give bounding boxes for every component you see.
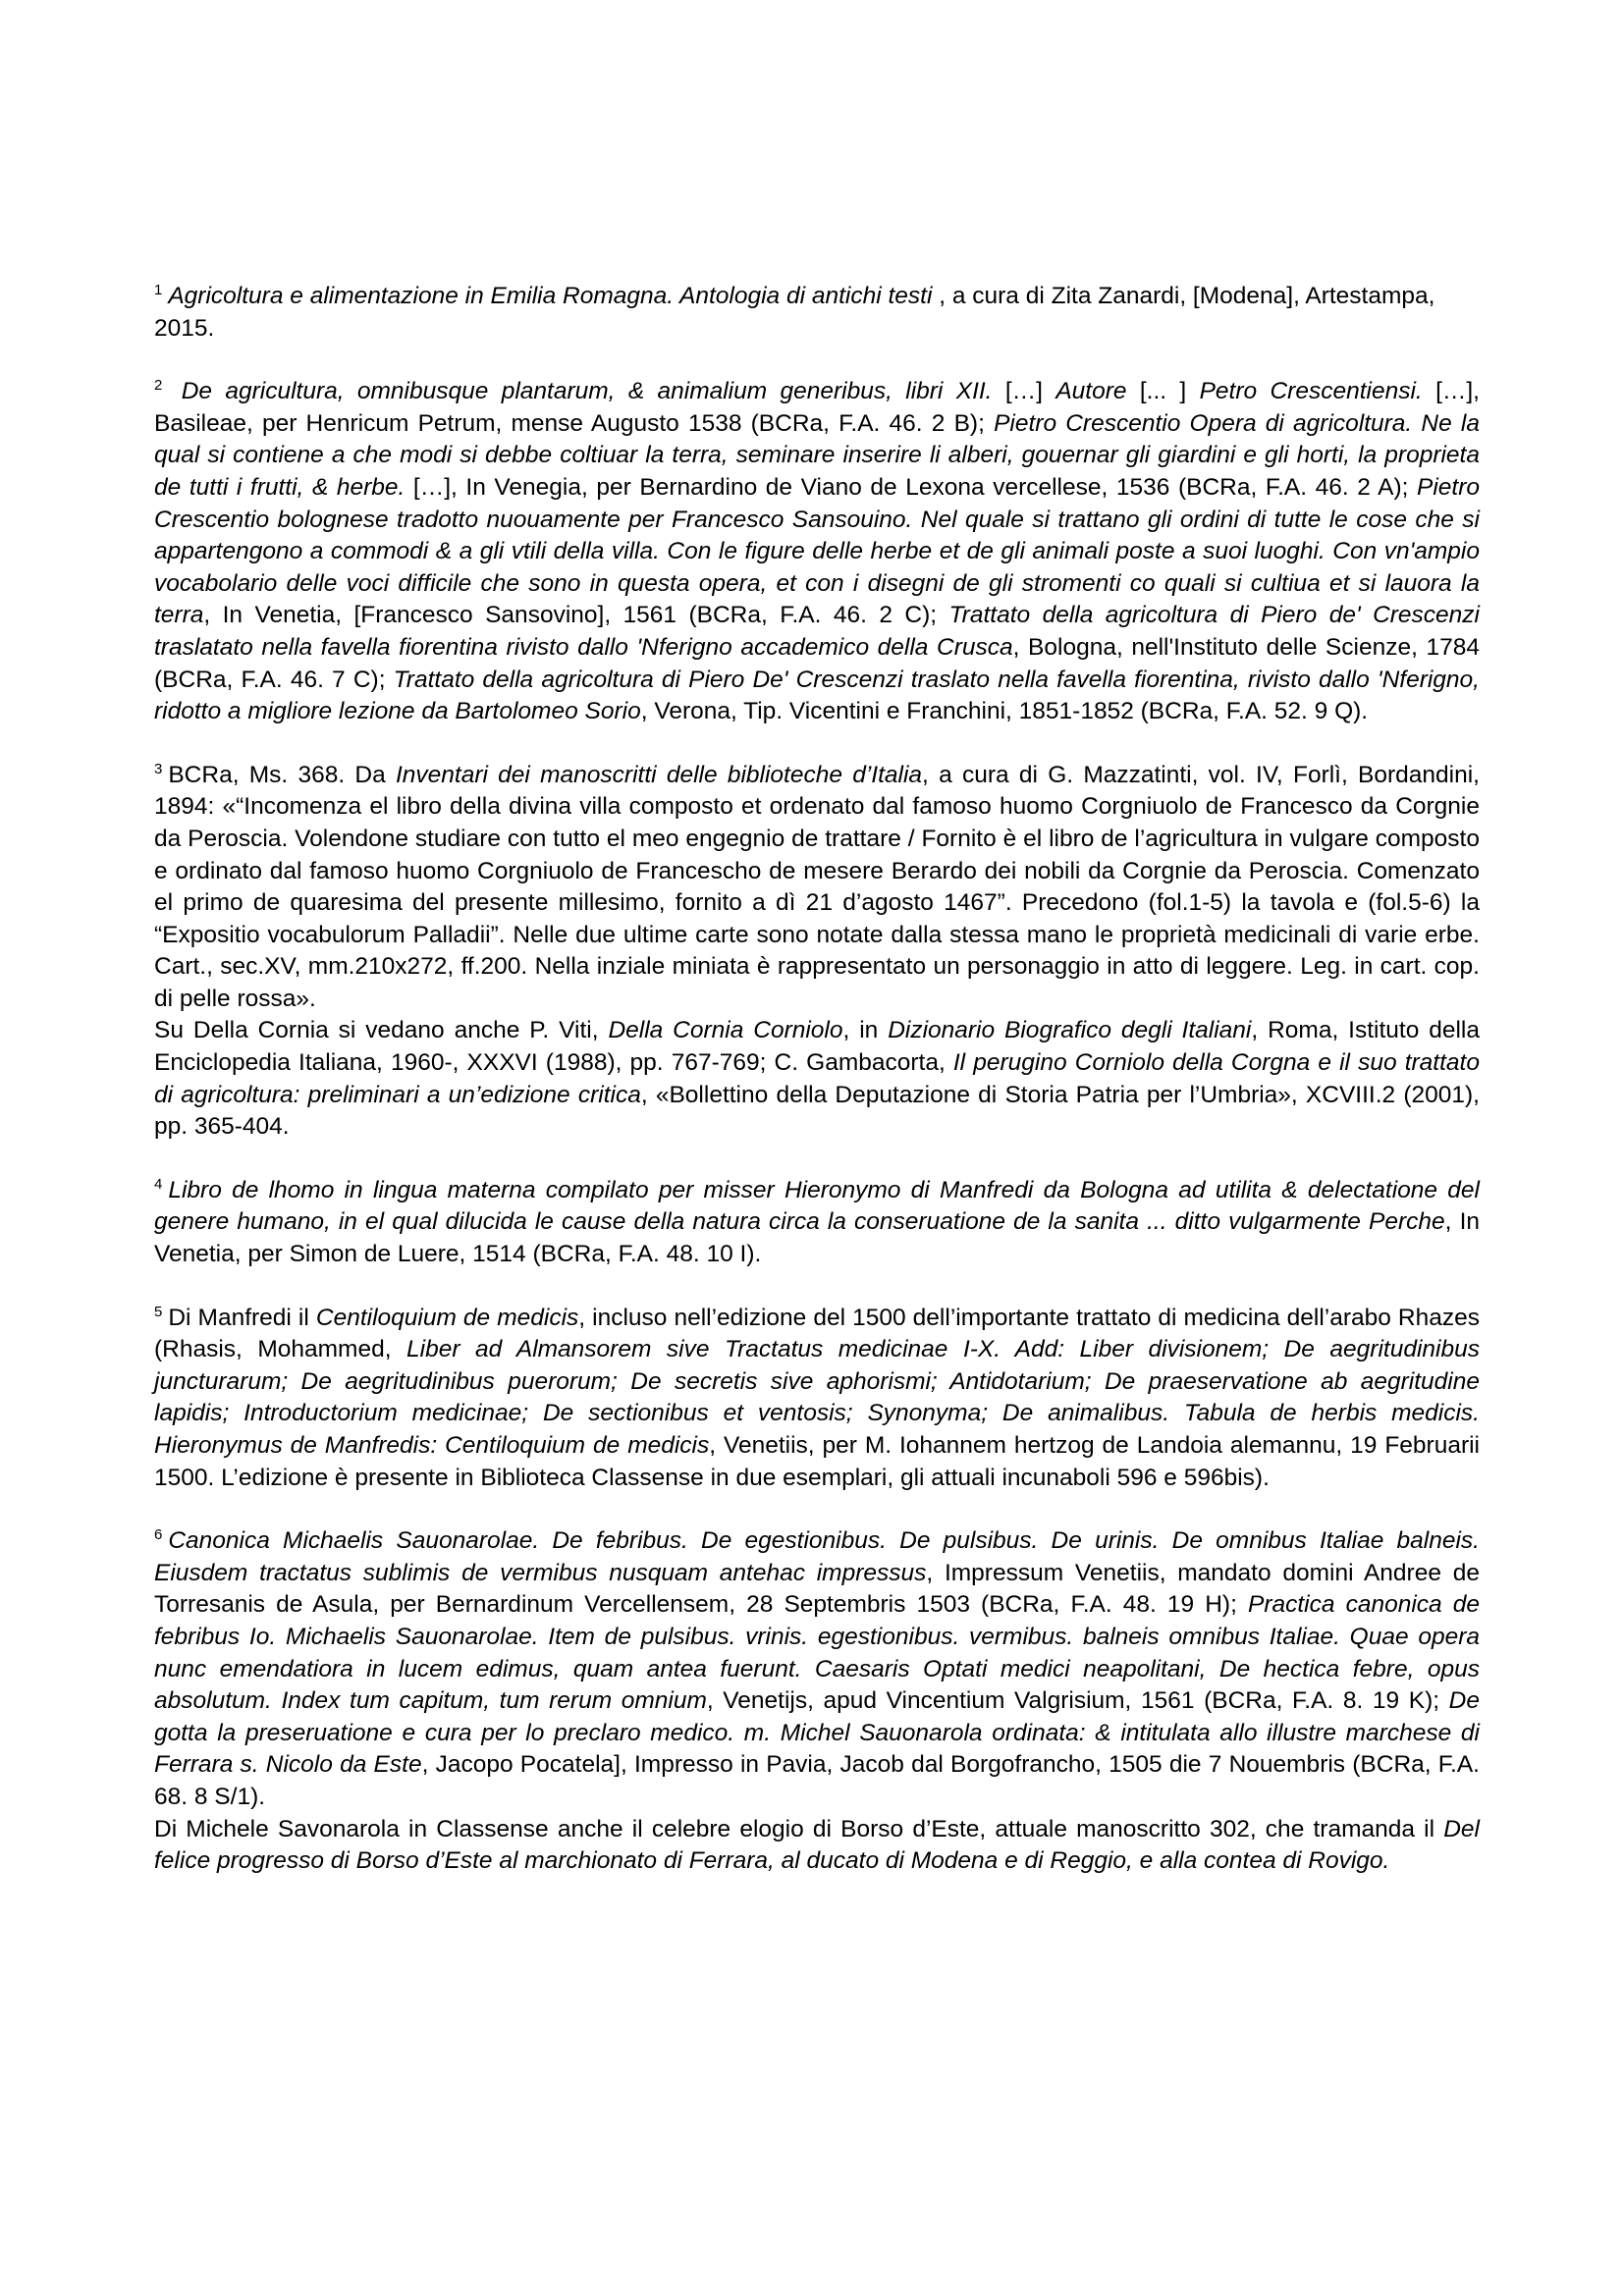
footnote-3 (154, 760, 1480, 1144)
italic-title-text: Autore (1055, 378, 1127, 405)
body-text: , «Bollettino della Deputazione di Storia Patria per l’Umbria», XCVIII.2 (2001), pp. 365-404. (154, 1081, 1480, 1141)
body-text: […], Basileae, per Henricum Petrum, mense Augusto 1538 (BCRa, F.A. 46. 2 B); (154, 378, 1480, 437)
body-text: , In Venetia, per Simon de Luere, 1514 (BCRa, F.A. 48. 10 I). (154, 1208, 1480, 1268)
body-text: , In Venetia, [Francesco Sansovino], 1561 (BCRa, F.A. 46. 2 C); (203, 602, 949, 629)
footnote-paragraph (154, 376, 1480, 728)
footnote-2 (154, 376, 1480, 728)
footnote-number: 2 (154, 377, 163, 395)
italic-title-text: Inventari dei manoscritti delle biblioteche d’Italia (395, 761, 923, 788)
body-text: , Venetijs, apud Vincentium Valgrisium, 1561 (BCRa, F.A. 8. 19 K); (706, 1687, 1449, 1715)
italic-title-text: Canonica Michaelis Sauonarolae. De febribus. De egestionibus. De pulsibus. De urinis. De omnibus Italiae balneis. Eiusdem tractatus sublimis de vermibus nusquam antehac impressus (154, 1527, 1480, 1586)
body-text: , in (842, 1017, 889, 1044)
italic-title-text: Trattato della agricoltura di Piero De' Crescenzi traslato nella favella fiorentina, rivisto dallo 'Nferigno, ridotto a migliore lezione da Bartolomeo Sorio (154, 666, 1480, 725)
body-text: […] (992, 378, 1056, 405)
italic-title-text: Practica canonica de febribus Io. Michaelis Sauonarolae. Item de pulsibus. vrinis. egestionibus. vermibus. balneis omnibus Italiae. Quae opera nunc emendatiora in lucem edimus, quam antea fuerunt. Caesaris Optati medici neapolitani, De hectica febre, opus absolutum. Index tum capitum, tum rerum omnium (154, 1591, 1480, 1715)
italic-title-text: Libro de lhomo in lingua materna compilato per misser Hieronymo di Manfredi da Bologna ad utilita & delectatione del genere humano, in el qual dilucida le cause della natura circa la conseruatione de la sanita ... ditto vulgarmente Perche (154, 1176, 1480, 1236)
body-text: , Jacopo Pocatela], Impresso in Pavia, Jacob dal Borgofrancho, 1505 die 7 Nouembris (BCRa, F.A. 68. 8 S/1). (154, 1751, 1480, 1810)
footnote-number: 1 (154, 282, 163, 298)
body-text: Su Della Cornia si vedano anche P. Viti, (154, 1017, 609, 1044)
body-text: Di Manfredi il (168, 1304, 316, 1331)
italic-title-text: De agricultura, omnibusque plantarum, & animalium generibus, libri XII. (168, 378, 993, 405)
italic-title-text: Petro Crescentiensi. (1199, 378, 1423, 405)
footnote-5 (154, 1303, 1480, 1495)
footnotes-page (154, 281, 1480, 1909)
footnote-paragraph (154, 1303, 1480, 1495)
footnote-number: 6 (154, 1526, 163, 1544)
body-text: , Verona, Tip. Vicentini e Franchini, 1851-1852 (BCRa, F.A. 52. 9 Q). (640, 698, 1369, 725)
body-text: , a cura di G. Mazzatinti, vol. IV, Forlì, Bordandini, 1894: «“Incomenza el libro della divina villa composto et ordenato dal famoso huomo Corgniuolo de Francesco da Corgnie da Peroscia. Volendone studiare con tutto el meo engegnio de trattare / Fornito è el libro de l’agricultura in vulgare composto e ordinato dal famoso huomo Corgniuolo de Francescho de mesere Berardo dei nobili da Corgnie da Peroscia. Comenzato el primo de quaresima del presente millesimo, fornito a dì 21 d’agosto 1467”. Precedono (fol.1-5) la tavola e (fol.5-6) la “Expositio vocabulorum Palladii”. Nelle due ultime carte sono notate dalla stessa mano le proprietà medicinali di varie erbe. Cart., sec.XV, mm.210x272, ff.200. Nella inziale miniata è rappresentato un personaggio in atto di leggere. Leg. in cart. cop. di pelle rossa». (154, 761, 1480, 1012)
body-text: BCRa, Ms. 368. Da (168, 761, 396, 788)
italic-title-text: Agricoltura e alimentazione in Emilia Romagna. Antologia di antichi testi (168, 283, 933, 309)
italic-title-text: Del felice progresso di Borso d’Este al marchionato di Ferrara, al ducato di Modena e di Reggio, e alla contea di Rovigo. (154, 1815, 1480, 1875)
italic-title-text: Centiloquium de medicis (315, 1304, 579, 1331)
italic-title-text: Trattato della agricoltura di Piero de' Crescenzi traslatato nella favella fiorentina rivisto dallo 'Nferigno accademico della Crusca (154, 602, 1480, 661)
italic-title-text: Pietro Crescentio Opera di agricoltura. Ne la qual si contiene a che modi si debbe coltiuar la terra, seminare inserire li alberi, gouernar gli giardini e gli horti, la proprieta de tutti i frutti, & herbe. (154, 409, 1480, 501)
body-text: Di Michele Savonarola in Classense anche il celebre elogio di Borso d’Este, attuale manoscritto 302, che tramanda il (154, 1815, 1444, 1842)
footnote-paragraph (154, 1175, 1480, 1271)
body-text: , Roma, Istituto della Enciclopedia Italiana, 1960-, XXXVI (1988), pp. 767-769; C. Gambacorta, (154, 1017, 1480, 1077)
footnote-number: 4 (154, 1175, 163, 1193)
footnote-paragraph (154, 1814, 1480, 1878)
italic-title-text: Pietro Crescentio bolognese tradotto nuouamente per Francesco Sansouino. Nel quale si trattano gli ordini di tutte le cose che si appartengono a commodi & a gli vtili della villa. Con le figure delle herbe et de gli animali poste a suoi luoghi. Con vn'ampio vocabolario delle voci difficile che sono in questa opera, et con i disegni de gli stromenti co quali si cultiua et si lauora la terra (154, 473, 1481, 629)
footnote-number: 3 (154, 760, 163, 777)
italic-title-text: Liber ad Almansorem sive Tractatus medicinae I-X. Add: Liber divisionem; De aegritudinibus juncturarum; De aegritudinibus puerorum; De secretis sive aphorismi; Antidotarium; De praeservatione ab aegritudine lapidis; Introductorium medicinae; De sectionibus et ventosis; Synonyma; De animalibus. Tabula de herbis medicis. Hieronymus de Manfredis: Centiloquium de medicis (154, 1336, 1480, 1459)
italic-title-text: De gotta la preseruatione e cura per lo preclaro medico. m. Michel Sauonarola ordinata: & intitulata allo illustre marchese di Ferrara s. Nicolo da Este (154, 1687, 1480, 1779)
body-text: , Venetiis, per M. Iohannem hertzog de Landoia alemannu, 19 Februarii 1500. L’edizione è presente in Biblioteca Classense in due esemplari, gli attuali incunaboli 596 e 596bis). (154, 1432, 1480, 1491)
footnote-1 (154, 281, 1480, 345)
body-text: , a cura di Zita Zanardi, [Modena], Artestampa, 2015. (154, 283, 1435, 342)
body-text: , Impressum Venetiis, mandato domini Andree de Torresanis de Asula, per Bernardinum Vercellensem, 28 Septembris 1503 (BCRa, F.A. 48. 19 H); (154, 1559, 1480, 1619)
footnote-paragraph (154, 281, 1480, 345)
footnote-paragraph (154, 1015, 1480, 1143)
footnote-paragraph (154, 1525, 1480, 1813)
italic-title-text: Il perugino Corniolo della Corgna e il suo trattato di agricoltura: preliminari a un’edizione critica (154, 1049, 1480, 1108)
italic-title-text: Della Cornia Corniolo (608, 1017, 843, 1044)
footnote-paragraph (154, 760, 1480, 1016)
footnote-6 (154, 1525, 1480, 1878)
italic-title-text: Dizionario Biografico degli Italiani (888, 1017, 1252, 1044)
footnote-4 (154, 1175, 1480, 1271)
body-text: , incluso nell’edizione del 1500 dell’importante trattato di medicina dell’arabo Rhazes (Rhasis, Mohammed, (154, 1304, 1481, 1363)
body-text: […], In Venegia, per Bernardino de Viano de Lexona vercellese, 1536 (BCRa, F.A. 46. 2 A); (405, 473, 1417, 501)
body-text: [... ] (1126, 378, 1200, 405)
body-text: , Bologna, nell'Instituto delle Scienze, 1784 (BCRa, F.A. 46. 7 C); (154, 633, 1480, 693)
footnote-number: 5 (154, 1303, 163, 1320)
